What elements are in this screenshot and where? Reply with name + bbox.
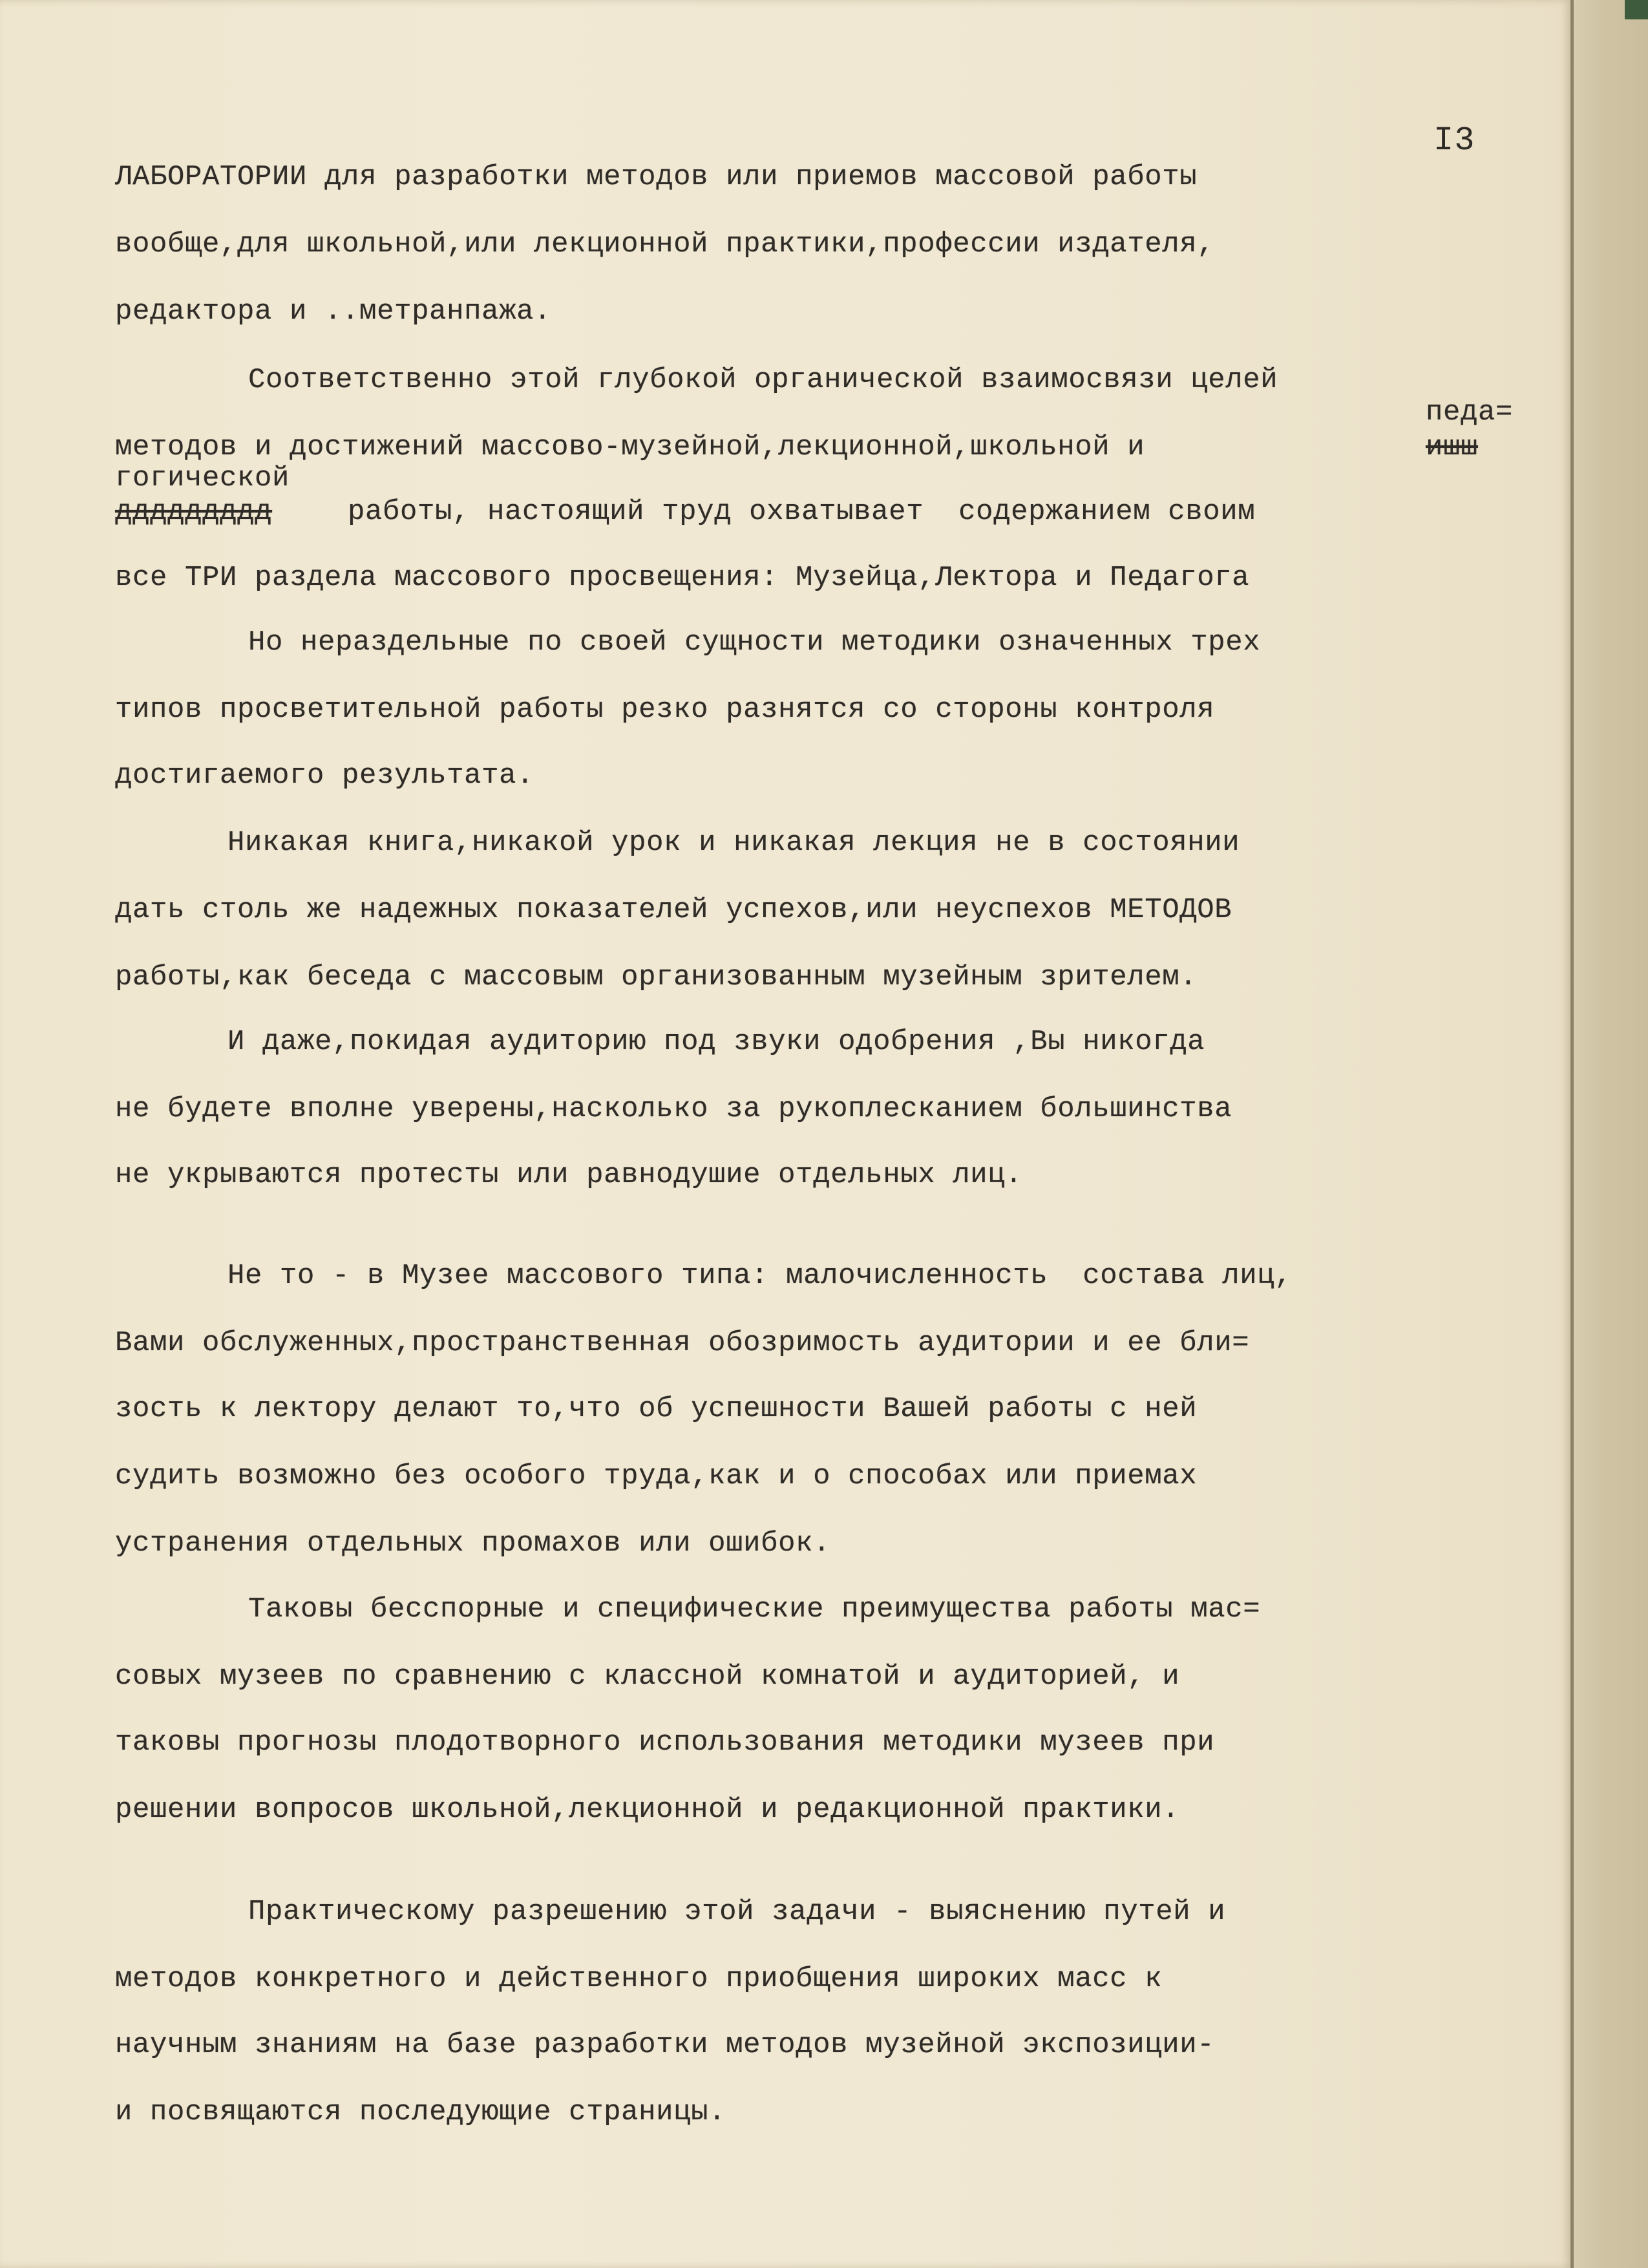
text-line-3: редактора и ..метранпажа.: [115, 295, 552, 328]
text-line-4: Соответственно этой глубокой органической взаимосвязи целей: [248, 364, 1278, 396]
text-line-8: Но нераздельные по своей сущности методики означенных трех: [248, 626, 1261, 659]
text-line-17: Не то - в Музее массового типа: малочисленность состава лиц,: [227, 1260, 1293, 1292]
insert-peda: педа=: [1426, 396, 1514, 429]
text-line-5: методов и достижений массово-музейной,лекционной,школьной и: [115, 431, 1145, 463]
text-line-13: работы,как беседа с массовым организованным музейным зрителем.: [115, 961, 1198, 993]
text-line-15: не будете вполне уверены,насколько за рукоплесканием большинства: [115, 1093, 1232, 1125]
struck-word: ишш: [1426, 431, 1479, 463]
text-line-9: типов просветительной работы резко разнятся со стороны контроля: [115, 694, 1215, 726]
corner-tab: [1625, 0, 1648, 19]
text-line-10: достигаемого результата.: [115, 759, 534, 792]
struck-line-start: ддддддддд: [115, 496, 273, 528]
text-line-28: научным знаниям на базе разработки методов музейной экспозиции-: [115, 2029, 1215, 2061]
text-line-16: не укрываются протесты или равнодушие отдельных лиц.: [115, 1159, 1023, 1191]
text-line-26: Практическому разрешению этой задачи - выяснению путей и: [248, 1896, 1226, 1928]
text-line-11: Никакая книга,никакой урок и никакая лекция не в состоянии: [227, 827, 1240, 859]
text-line-22: Таковы бесспорные и специфические преимущества работы мас=: [248, 1593, 1261, 1626]
page-edge-background: [1570, 0, 1648, 2268]
page-number: I3: [1433, 122, 1475, 160]
text-line-6: работы, настоящий труд охватывает содержанием своим: [348, 496, 1256, 528]
text-line-12: дать столь же надежных показателей успехов,или неуспехов МЕТОДОВ: [115, 894, 1232, 926]
page-edge-line: [1570, 0, 1574, 2268]
text-line-20: судить возможно без особого труда,как и о способах или приемах: [115, 1460, 1198, 1492]
text-line-23: совых музеев по сравнению с классной комнатой и аудиторией, и: [115, 1660, 1180, 1693]
text-line-25: решении вопросов школьной,лекционной и редакционной практики.: [115, 1794, 1180, 1826]
text-line-29: и посвящаются последующие страницы.: [115, 2096, 726, 2128]
text-line-14: И даже,покидая аудиторию под звуки одобрения ,Вы никогда: [227, 1026, 1205, 1058]
text-line-18: Вами обслуженных,пространственная обозримость аудитории и ее бли=: [115, 1327, 1250, 1359]
text-line-2: вообще,для школьной,или лекционной практики,профессии издателя,: [115, 228, 1215, 260]
text-line-1: ЛАБОРАТОРИИ для разработки методов или приемов массовой работы: [115, 161, 1198, 193]
insert-gogicheskoy: гогической: [115, 462, 290, 494]
text-line-7: все ТРИ раздела массового просвещения: Музейца,Лектора и Педагога: [115, 562, 1250, 594]
text-line-19: зость к лектору делают то,что об успешности Вашей работы с ней: [115, 1393, 1198, 1425]
text-line-21: устранения отдельных промахов или ошибок.: [115, 1527, 831, 1560]
text-line-24: таковы прогнозы плодотворного использования методики музеев при: [115, 1726, 1215, 1759]
text-line-27: методов конкретного и действенного приобщения широких масс к: [115, 1963, 1163, 1995]
